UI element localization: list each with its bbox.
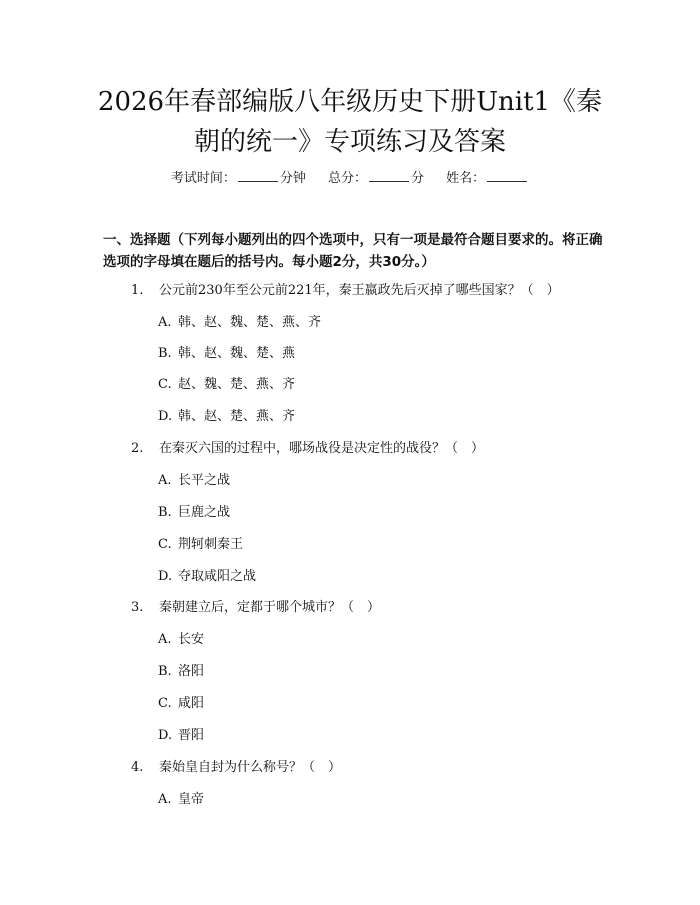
exam-info-line xyxy=(0,168,700,189)
section-heading: 一、选择题（下列每小题列出的四个选项中，只有一项是最符合题目要求的。将正确选项的字母填在题后的括号内。每小题2分，共30分。） xyxy=(103,232,603,270)
question-text: 秦朝建立后，定都于哪个城市？（ ） xyxy=(159,600,381,615)
question-2 xyxy=(131,439,484,459)
name-field xyxy=(446,168,529,189)
option-text: 夺取咸阳之战 xyxy=(178,569,257,584)
question-3-option-a xyxy=(158,630,204,650)
option-letter: C. xyxy=(158,537,172,552)
option-text: 皇帝 xyxy=(178,792,205,807)
question-3-option-b xyxy=(158,662,204,682)
option-text: 咸阳 xyxy=(178,696,205,711)
question-1-option-b xyxy=(158,344,295,364)
name-label: 姓名： xyxy=(446,171,486,186)
option-letter: B. xyxy=(158,505,172,520)
option-text: 韩、赵、魏、楚、燕、齐 xyxy=(178,315,322,330)
option-letter: B. xyxy=(158,346,172,361)
option-letter: A. xyxy=(158,792,172,807)
total-score-unit: 分 xyxy=(411,171,425,186)
option-text: 韩、赵、魏、楚、燕 xyxy=(178,346,296,361)
question-1-option-a xyxy=(158,313,321,333)
option-letter: D. xyxy=(158,569,173,584)
option-text: 荆轲刺秦王 xyxy=(178,537,244,552)
question-3-option-c xyxy=(158,694,204,714)
option-text: 长安 xyxy=(178,632,205,647)
option-letter: A. xyxy=(158,632,172,647)
option-letter: D. xyxy=(158,728,173,743)
option-letter: A. xyxy=(158,473,172,488)
option-text: 长平之战 xyxy=(178,473,231,488)
option-letter: B. xyxy=(158,664,172,679)
question-2-option-a xyxy=(158,471,230,491)
option-text: 韩、赵、楚、燕、齐 xyxy=(178,409,296,424)
option-text: 晋阳 xyxy=(178,728,205,743)
option-text: 巨鹿之战 xyxy=(178,505,231,520)
total-score-blank xyxy=(369,168,409,182)
name-blank xyxy=(487,168,527,182)
question-text: 公元前230年至公元前221年，秦王嬴政先后灭掉了哪些国家？（ ） xyxy=(159,283,560,298)
question-number: 1. xyxy=(131,283,144,298)
option-text: 赵、魏、楚、燕、齐 xyxy=(178,377,296,392)
option-letter: D. xyxy=(158,409,173,424)
question-1 xyxy=(131,281,560,301)
question-2-option-d xyxy=(158,567,256,587)
question-2-option-c xyxy=(158,535,243,555)
question-text: 在秦灭六国的过程中，哪场战役是决定性的战役？（ ） xyxy=(159,441,485,456)
question-1-option-c xyxy=(158,375,295,395)
exam-time-field xyxy=(171,168,306,189)
total-score-label: 总分： xyxy=(327,171,367,186)
question-number: 4. xyxy=(131,760,144,775)
document-title: 2026年春部编版八年级历史下册Unit1《秦朝的统一》专项练习及答案 xyxy=(97,87,603,157)
question-1-option-d xyxy=(158,407,295,427)
question-text: 秦始皇自封为什么称号？（ ） xyxy=(159,760,342,775)
option-letter: A. xyxy=(158,315,172,330)
option-letter: C. xyxy=(158,377,172,392)
option-text: 洛阳 xyxy=(178,664,205,679)
question-4 xyxy=(131,758,341,778)
question-4-option-a xyxy=(158,790,204,810)
question-2-option-b xyxy=(158,503,230,523)
question-number: 3. xyxy=(131,600,144,615)
exam-time-unit: 分钟 xyxy=(279,171,306,186)
question-3 xyxy=(131,598,380,618)
option-letter: C. xyxy=(158,696,172,711)
question-number: 2. xyxy=(131,441,144,456)
total-score-field xyxy=(328,168,424,189)
exam-time-blank xyxy=(238,168,278,182)
question-3-option-d xyxy=(158,726,204,746)
exam-time-label: 考试时间： xyxy=(170,171,236,186)
